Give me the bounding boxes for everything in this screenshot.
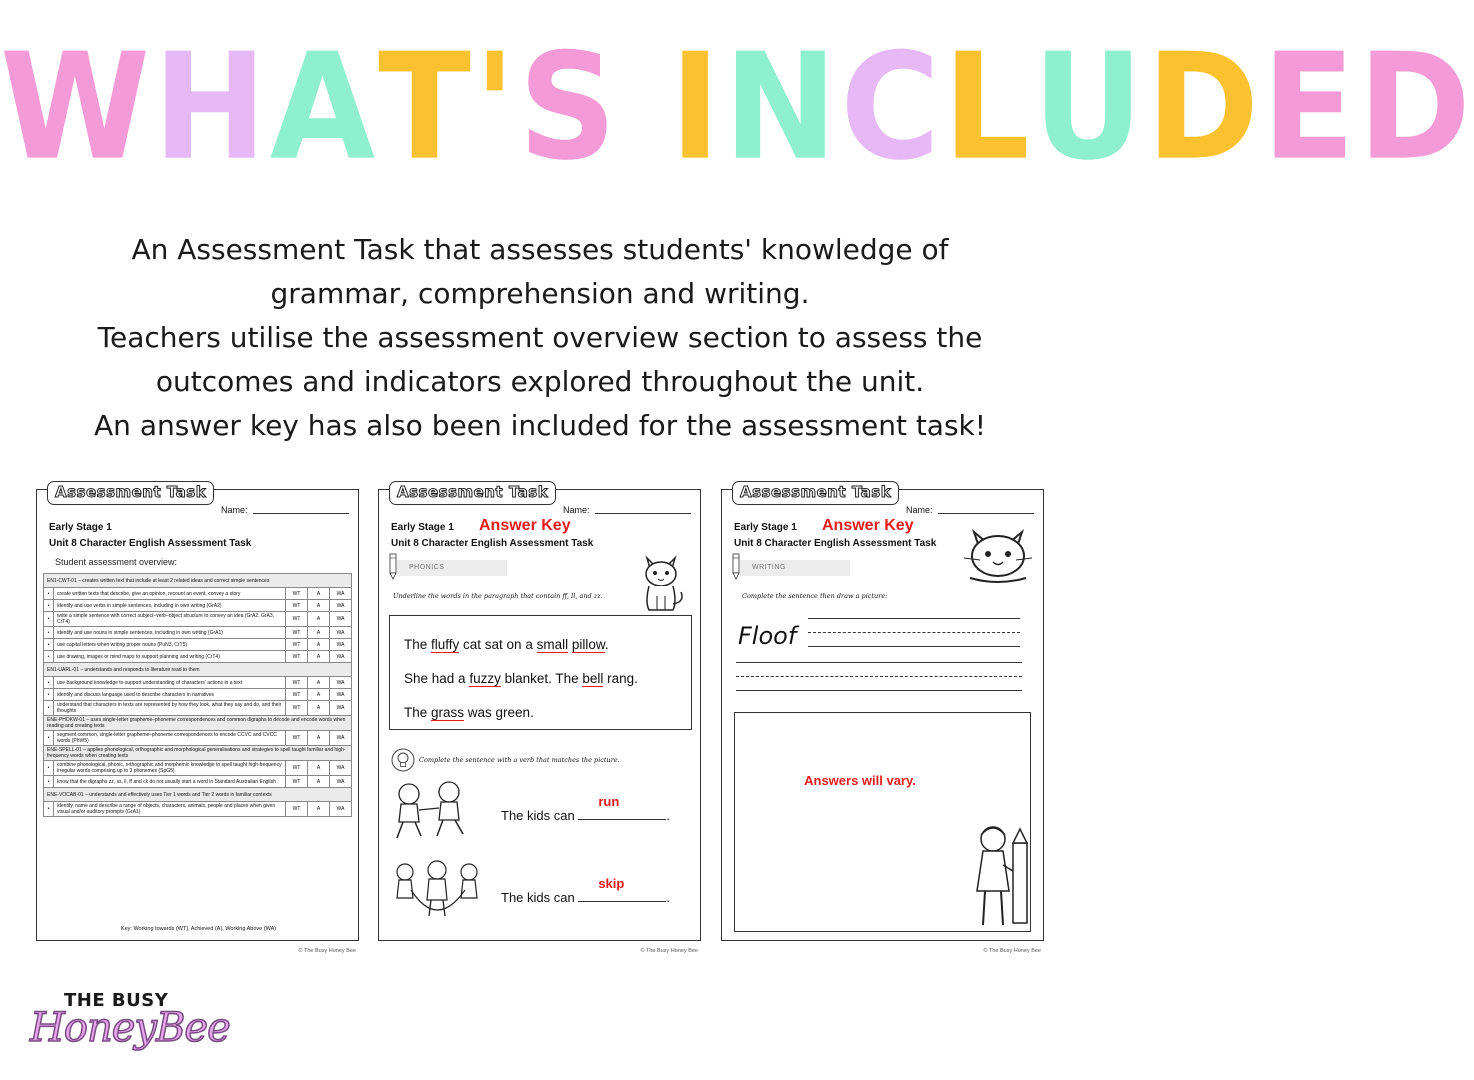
rating-cell: A — [308, 588, 330, 600]
rating-cell: WT — [286, 639, 308, 651]
rating-cell: A — [308, 761, 330, 776]
title-letter — [619, 22, 669, 195]
indicator-row — [44, 612, 352, 627]
description-line: Teachers utilise the assessment overview section to assess the — [97, 321, 983, 354]
name-label: Name: — [906, 505, 933, 515]
title-letter: D — [1358, 22, 1474, 194]
bullet: • — [44, 776, 54, 788]
indicator-text: understand that characters in texts are represented by how they look, what they say and do, and their thoughts — [54, 701, 286, 716]
description — [40, 228, 1040, 448]
indicator-row — [44, 627, 352, 639]
name-line — [595, 513, 691, 514]
bullet: • — [44, 588, 54, 600]
bullet: • — [44, 612, 54, 627]
answers-vary-text: Answers will vary. — [804, 773, 916, 788]
paragraph-line — [404, 662, 677, 696]
name-line — [253, 513, 349, 514]
unit-title: Unit 8 Character English Assessment Task — [734, 538, 937, 549]
rating-cell: WT — [286, 802, 308, 817]
worksheet-answer-key-phonics-page — [378, 483, 701, 954]
sentence-run: The kids can run . — [501, 794, 670, 823]
rating-cell: WT — [286, 600, 308, 612]
assessment-task-tab: Assessment Task — [732, 481, 899, 505]
writing-line — [736, 662, 1022, 663]
phonics-instruction: Underline the words in the paragraph that contain ff, ll, and zz. — [393, 592, 603, 600]
answer-run: run — [598, 794, 620, 809]
bullet: • — [44, 701, 54, 716]
rating-cell: A — [308, 627, 330, 639]
cat-icon — [635, 552, 687, 614]
rating-cell: WA — [330, 651, 352, 663]
underlined-word: small — [536, 637, 569, 652]
rating-cell: WA — [330, 639, 352, 651]
rating-cell: A — [308, 677, 330, 689]
writing-line-dashed — [736, 676, 1022, 677]
indicator-row — [44, 651, 352, 663]
assessment-task-tab: Assessment Task — [47, 481, 214, 505]
stage-label: Early Stage 1 — [734, 522, 797, 533]
text-segment: cat sat on a — [459, 637, 537, 652]
floof-word: Floof — [738, 622, 797, 650]
rating-cell: A — [308, 776, 330, 788]
writing-line — [808, 618, 1020, 619]
bullet: • — [44, 600, 54, 612]
rating-cell: A — [308, 612, 330, 627]
title-letter: T — [378, 22, 474, 194]
rating-cell: WA — [330, 689, 352, 701]
rating-cell: A — [308, 651, 330, 663]
indicator-row — [44, 639, 352, 651]
copyright-footer: © The Busy Honey Bee — [640, 948, 698, 954]
indicator-row — [44, 600, 352, 612]
underlined-word: bell — [582, 671, 604, 686]
rating-cell: A — [308, 639, 330, 651]
outcome-text: ENE-PHOKW-01 – uses single-letter grapheme–phoneme correspondences and common digraphs to decode and encode words when reading and creating texts — [44, 716, 352, 731]
stage-label: Early Stage 1 — [49, 522, 112, 533]
writing-line — [736, 690, 1022, 691]
writing-instruction: Complete the sentence then draw a picture: — [742, 592, 888, 600]
pencil-icon — [389, 554, 397, 580]
rating-cell: A — [308, 689, 330, 701]
outcome-text: EN1-UARL-01 – understands and responds to literature read to them — [44, 663, 352, 677]
outcome-row — [44, 716, 352, 731]
answer-key-label: Answer Key — [822, 517, 914, 534]
rating-cell: WT — [286, 651, 308, 663]
overview-label: Student assessment overview: — [55, 557, 178, 567]
indicator-row — [44, 689, 352, 701]
indicator-row — [44, 588, 352, 600]
text-segment: blanket. The — [500, 671, 583, 686]
verb-instruction: Complete the sentence with a verb that matches the picture. — [419, 756, 620, 764]
outcome-row — [44, 788, 352, 802]
rating-key: Key: Working towards (WT), Achieved (A), Working Above (WA) — [120, 926, 277, 932]
underlined-word: fuzzy — [469, 671, 501, 686]
rating-cell: WT — [286, 761, 308, 776]
title-letter: D — [1146, 22, 1263, 194]
indicator-row — [44, 701, 352, 716]
bullet: • — [44, 689, 54, 701]
rating-cell: WA — [330, 761, 352, 776]
title-letter: I — [669, 22, 724, 194]
text-segment: The — [404, 637, 432, 652]
outcome-text: ENE-SPELL-01 – applies phonological, orthographic and morphological generalisations and strategies to spell taught familiar and high-frequency words when creating texts — [44, 746, 352, 761]
title-letter: H — [153, 22, 270, 194]
sentence-skip: The kids can skip . — [501, 876, 670, 905]
description-line: grammar, comprehension and writing. — [270, 277, 810, 310]
bullet: • — [44, 627, 54, 639]
indicator-text: identify, name and describe a range of objects, characters, animals, people and places when given visual and/or auditory prompts (GrA1) — [54, 802, 286, 817]
title-letter: E — [1262, 22, 1358, 194]
rating-cell: WT — [286, 627, 308, 639]
rating-cell: WA — [330, 612, 352, 627]
name-label: Name: — [563, 505, 590, 515]
copyright-footer: © The Busy Honey Bee — [298, 948, 356, 954]
underlined-word: pillow — [571, 637, 605, 652]
name-line — [938, 513, 1034, 514]
bullet: • — [44, 677, 54, 689]
indicator-text: identify and use nouns in simple sentences, including in own writing (GrA1) — [54, 627, 286, 639]
title-letter: W — [0, 22, 154, 194]
indicator-text: know that the digraphs zz, ss, ll, ff and ck do not usually start a word in Standard Australian English — [54, 776, 286, 788]
logo-top-text: THE BUSY — [64, 990, 169, 1011]
title-letter: ' — [473, 22, 519, 194]
outcome-row — [44, 663, 352, 677]
indicator-text: identify and discuss language used to describe characters in narratives — [54, 689, 286, 701]
unit-title: Unit 8 Character English Assessment Task — [49, 538, 252, 549]
description-line: outcomes and indicators explored throughout the unit. — [155, 365, 925, 398]
rating-cell: WT — [286, 689, 308, 701]
rating-cell: WA — [330, 627, 352, 639]
indicator-row — [44, 677, 352, 689]
rating-cell: WA — [330, 731, 352, 746]
rating-cell: A — [308, 701, 330, 716]
indicator-text: use background knowledge to support understanding of characters' actions in a text — [54, 677, 286, 689]
unit-title: Unit 8 Character English Assessment Task — [391, 538, 594, 549]
sentence-prefix: The kids can — [501, 890, 575, 905]
indicator-text: use drawing, images or mind maps to support planning and writing (CrT4) — [54, 651, 286, 663]
indicator-row — [44, 776, 352, 788]
text-segment: rang. — [603, 671, 638, 686]
indicator-text: use capital letters when writing proper nouns (PuN3, CrT5) — [54, 639, 286, 651]
page-title — [0, 22, 1474, 194]
rating-cell: WA — [330, 802, 352, 817]
indicator-row — [44, 761, 352, 776]
rating-cell: A — [308, 600, 330, 612]
rating-cell: WA — [330, 701, 352, 716]
text-segment: The — [404, 705, 432, 720]
rating-cell: A — [308, 802, 330, 817]
indicator-row — [44, 731, 352, 746]
writing-section-label: WRITING — [740, 560, 850, 576]
text-segment: . — [604, 637, 609, 652]
bullet: • — [44, 761, 54, 776]
indicator-text: combine phonological, phonic, orthographic and morphemic knowledge to spell taught high-frequency irregular words comprising up to 3 phonemes (SpG5) — [54, 761, 286, 776]
kids-running-illustration — [387, 780, 475, 842]
stage-label: Early Stage 1 — [391, 522, 454, 533]
outcome-text: EN1-CWT-01 – creates written text that include at least 2 related ideas and correct simple sentences — [44, 574, 352, 588]
title-letter: U — [1032, 22, 1147, 194]
rating-cell: A — [308, 731, 330, 746]
assessment-overview-table — [43, 573, 352, 817]
indicator-text: write a simple sentence with correct subject–verb–object structure to convey an idea (GrA2, GrA3, CrT4) — [54, 612, 286, 627]
rating-cell: WT — [286, 776, 308, 788]
pencil-icon — [732, 554, 740, 580]
title-letter: N — [723, 22, 841, 194]
rating-cell: WT — [286, 731, 308, 746]
rating-cell: WA — [330, 776, 352, 788]
description-line: An answer key has also been included for the assessment task! — [94, 409, 986, 442]
answer-blank — [578, 876, 666, 902]
answer-key-label: Answer Key — [479, 517, 571, 534]
phonics-paragraph — [389, 615, 692, 730]
kids-skipping-illustration — [387, 860, 487, 924]
girl-with-pencil-illustration — [971, 821, 1035, 937]
drawing-box — [734, 712, 1031, 932]
phonics-section-label: PHONICS — [397, 560, 507, 576]
rating-cell: WT — [286, 677, 308, 689]
cat-face-icon — [960, 526, 1036, 588]
indicator-text: segment common, single-letter grapheme–phoneme correspondences to encode CCVC and CVCC words (PhW5) — [54, 731, 286, 746]
rating-cell: WA — [330, 677, 352, 689]
bullet: • — [44, 639, 54, 651]
title-letter: L — [943, 22, 1033, 194]
underlined-word: grass — [431, 705, 465, 720]
lightbulb-icon — [391, 748, 415, 772]
logo-script-text: HoneyBee — [30, 1005, 230, 1051]
indicator-text: identify and use verbs in simple sentences, including in own writing (GrA2) — [54, 600, 286, 612]
description-line: An Assessment Task that assesses students' knowledge of — [131, 233, 949, 266]
rating-cell: WA — [330, 600, 352, 612]
underlined-word: fluffy — [431, 637, 460, 652]
rating-cell: WT — [286, 701, 308, 716]
name-label: Name: — [221, 505, 248, 515]
sentence-prefix: The kids can — [501, 808, 575, 823]
text-segment: She had a — [404, 671, 470, 686]
title-letter: S — [518, 22, 620, 194]
writing-line-dashed — [808, 632, 1020, 633]
outcome-text: ENE-VOCAB-01 – understands and effectively uses Tier 1 words and Tier 2 words in familiar contexts — [44, 788, 352, 802]
rating-cell: WA — [330, 588, 352, 600]
rating-cell: WT — [286, 612, 308, 627]
title-letter: A — [269, 22, 379, 194]
answer-skip: skip — [598, 876, 625, 891]
worksheet-answer-key-writing-page — [721, 483, 1044, 954]
copyright-footer: © The Busy Honey Bee — [983, 948, 1041, 954]
rating-cell: WT — [286, 588, 308, 600]
worksheet-overview-page — [36, 483, 359, 954]
title-letter: C — [840, 22, 944, 194]
bullet: • — [44, 731, 54, 746]
paragraph-line — [404, 696, 677, 730]
indicator-text: create written texts that describe, give an opinion, recount an event, convey a story — [54, 588, 286, 600]
writing-line — [808, 646, 1020, 647]
outcome-row — [44, 574, 352, 588]
outcome-row — [44, 746, 352, 761]
answer-blank — [578, 794, 666, 820]
text-segment: was green. — [464, 705, 534, 720]
bullet: • — [44, 651, 54, 663]
assessment-task-tab: Assessment Task — [389, 481, 556, 505]
indicator-row — [44, 802, 352, 817]
bullet: • — [44, 802, 54, 817]
paragraph-line — [404, 628, 677, 662]
